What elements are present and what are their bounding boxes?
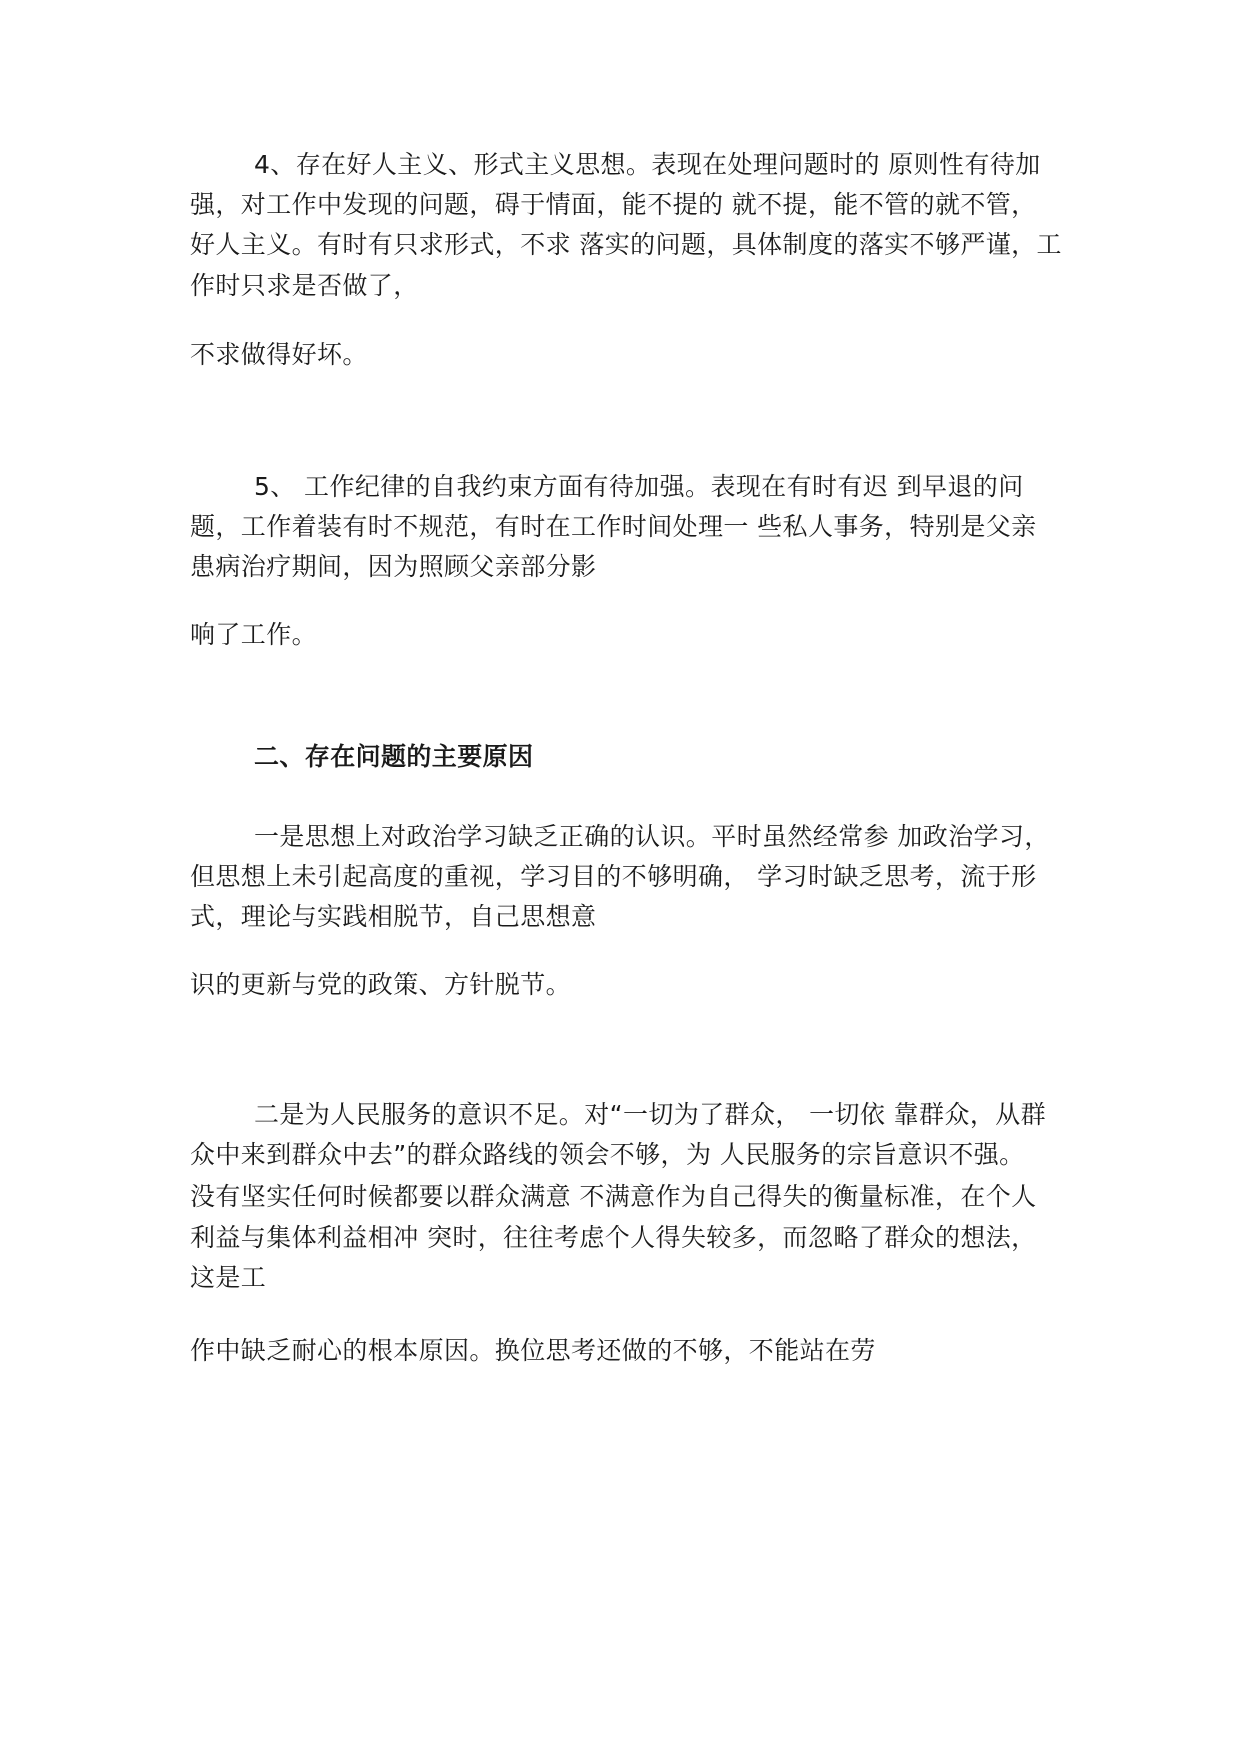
paragraph-continuation: 响了工作。	[190, 620, 318, 649]
paragraph-line: 患病治疗期间，因为照顾父亲部分影	[190, 552, 597, 581]
paragraph-line: 式，理论与实践相脱节，自己思想意	[190, 902, 597, 931]
paragraph-line: 好人主义。有时有只求形式，不求 落实的问题，具体制度的落实不够严谨，工	[190, 230, 1062, 259]
paragraph-line: 没有坚实任何时候都要以群众满意 不满意作为自己得失的衡量标准，在个人	[190, 1182, 1037, 1211]
paragraph-line: 二是为人民服务的意识不足。对“一切为了群众， 一切依 靠群众，从群	[254, 1100, 1047, 1129]
paragraph-line: 利益与集体利益相冲 突时，往往考虑个人得失较多，而忽略了群众的想法，	[190, 1223, 1037, 1252]
paragraph-continuation: 识的更新与党的政策、方针脱节。	[190, 970, 572, 999]
paragraph-line: 众中来到群众中去”的群众路线的领会不够，为 人民服务的宗旨意识不强。	[190, 1140, 1025, 1169]
paragraph-line: 强，对工作中发现的问题，碍于情面，能不提的 就不提，能不管的就不管，	[190, 190, 1037, 219]
paragraph-continuation: 作中缺乏耐心的根本原因。换位思考还做的不够，不能站在劳	[190, 1336, 876, 1365]
paragraph-line: 5、 工作纪律的自我约束方面有待加强。表现在有时有迟 到早退的问	[254, 472, 1024, 501]
paragraph-line: 但思想上未引起高度的重视，学习目的不够明确， 学习时缺乏思考，流于形	[190, 862, 1037, 891]
paragraph-line: 4、存在好人主义、形式主义思想。表现在处理问题时的 原则性有待加	[254, 150, 1041, 179]
paragraph-line: 这是工	[190, 1263, 267, 1292]
paragraph-continuation: 不求做得好坏。	[190, 340, 368, 369]
paragraph-line: 题，工作着装有时不规范，有时在工作时间处理一 些私人事务，特别是父亲	[190, 512, 1037, 541]
paragraph-line: 作时只求是否做了，	[190, 271, 419, 300]
paragraph-line: 一是思想上对政治学习缺乏正确的认识。平时虽然经常参 加政治学习，	[254, 822, 1050, 851]
section-heading: 二、存在问题的主要原因	[254, 742, 534, 771]
